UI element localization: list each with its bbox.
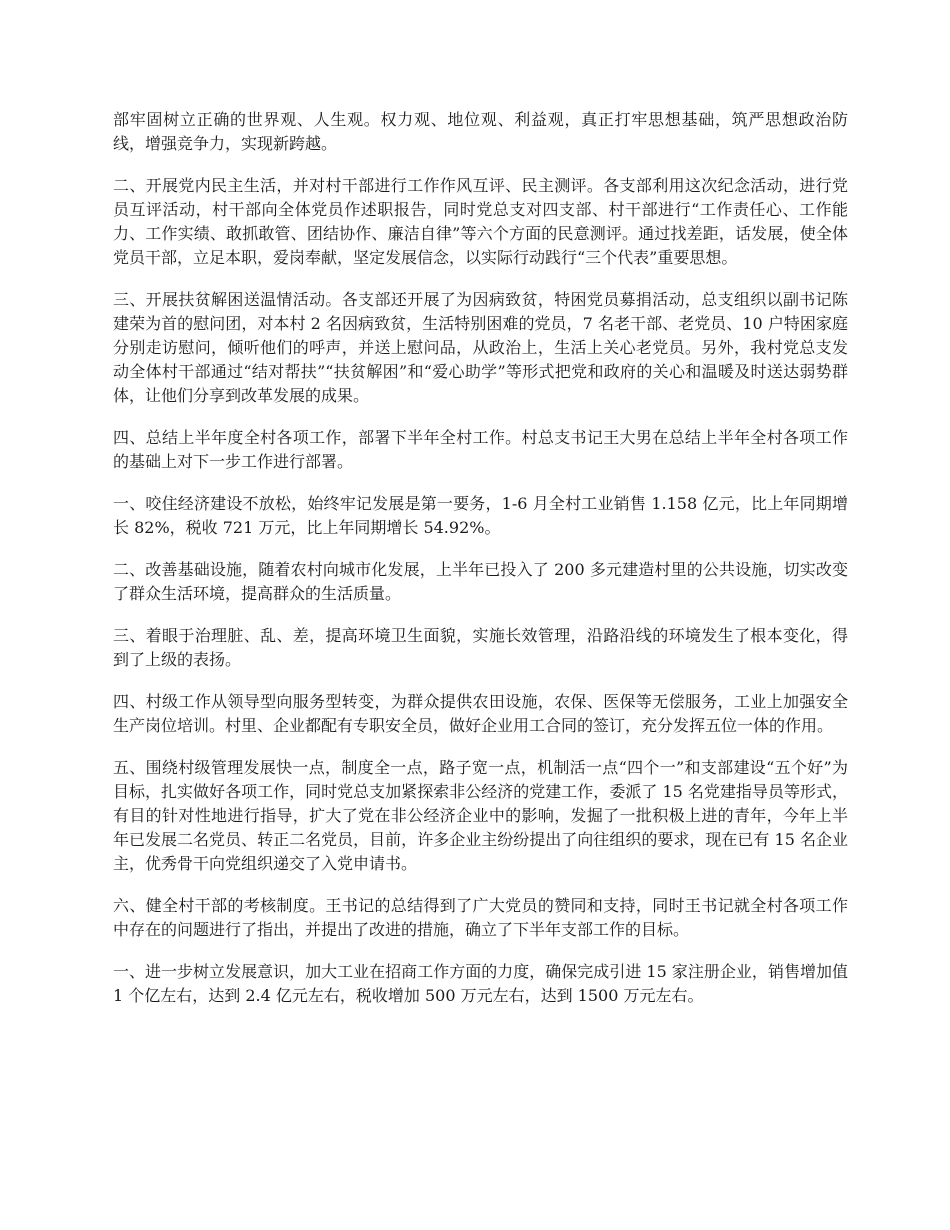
paragraph-11: 一、进一步树立发展意识，加大工业在招商工作方面的力度，确保完成引进 15 家注册企业，销售增加值 1 个亿左右，达到 2.4 亿元左右，税收增加 500 万元左右，达到 1500 万元左右。 — [113, 962, 848, 1005]
paragraph-7: 三、着眼于治理脏、乱、差，提高环境卫生面貌，实施长效管理，沿路沿线的环境发生了根本变化，得到了上级的表扬。 — [113, 626, 848, 669]
paragraph-3: 三、开展扶贫解困送温情活动。各支部还开展了为因病致贫，特困党员募捐活动，总支组织以副书记陈建荣为首的慰问团，对本村 2 名因病致贫，生活特别困难的党员，7 名老干部、老党员、10 户特困家庭分别走访慰问，倾听他们的呼声，并送上慰问品，从政治上，生活上关心老党员。另外，我村党总支发动全体村干部通过“结对帮扶”“扶贫解困”和“爱心助学”等形式把党和政府的关心和温暖及时送达弱势群体，让他们分享到改革发展的成果。 — [113, 290, 848, 405]
paragraph-6: 二、改善基础设施，随着农村向城市化发展，上半年已投入了 200 多元建造村里的公共设施，切实改变了群众生活环境，提高群众的生活质量。 — [113, 560, 848, 603]
paragraph-2: 二、开展党内民主生活，并对村干部进行工作作风互评、民主测评。各支部利用这次纪念活动，进行党员互评活动，村干部向全体党员作述职报告，同时党总支对四支部、村干部进行“工作责任心、工作能力、工作实绩、敢抓敢管、团结协作、廉洁自律”等六个方面的民意测评。通过找差距，话发展，使全体党员干部，立足本职，爱岗奉献，坚定发展信念，以实际行动践行“三个代表”重要思想。 — [113, 176, 848, 267]
paragraph-5: 一、咬住经济建设不放松，始终牢记发展是第一要务，1-6 月全村工业销售 1.158 亿元，比上年同期增长 82%，税收 721 万元，比上年同期增长 54.92%。 — [113, 494, 848, 537]
paragraph-4: 四、总结上半年度全村各项工作，部署下半年全村工作。村总支书记王大男在总结上半年全村各项工作的基础上对下一步工作进行部署。 — [113, 428, 848, 471]
document-body — [113, 108, 848, 1026]
paragraph-1: 部牢固树立正确的世界观、人生观。权力观、地位观、利益观，真正打牢思想基础，筑严思想政治防线，增强竞争力，实现新跨越。 — [113, 110, 848, 153]
paragraph-9: 五、围绕村级管理发展快一点，制度全一点，路子宽一点，机制活一点“四个一”和支部建设“五个好”为目标，扎实做好各项工作，同时党总支加紧探索非公经济的党建工作，委派了 15 名党建指导员等形式，有目的针对性地进行指导，扩大了党在非公经济企业中的影响，发掘了一批积极上进的青年，今年上半年已发展二名党员、转正二名党员，目前，许多企业主纷纷提出了向往组织的要求，现在已有 15 名企业主，优秀骨干向党组织递交了入党申请书。 — [113, 758, 848, 873]
paragraph-10: 六、健全村干部的考核制度。王书记的总结得到了广大党员的赞同和支持，同时王书记就全村各项工作中存在的问题进行了指出，并提出了改进的措施，确立了下半年支部工作的目标。 — [113, 896, 848, 939]
paragraph-8: 四、村级工作从领导型向服务型转变，为群众提供农田设施，农保、医保等无偿服务，工业上加强安全生产岗位培训。村里、企业都配有专职安全员，做好企业用工合同的签订，充分发挥五位一体的作用。 — [113, 692, 848, 735]
